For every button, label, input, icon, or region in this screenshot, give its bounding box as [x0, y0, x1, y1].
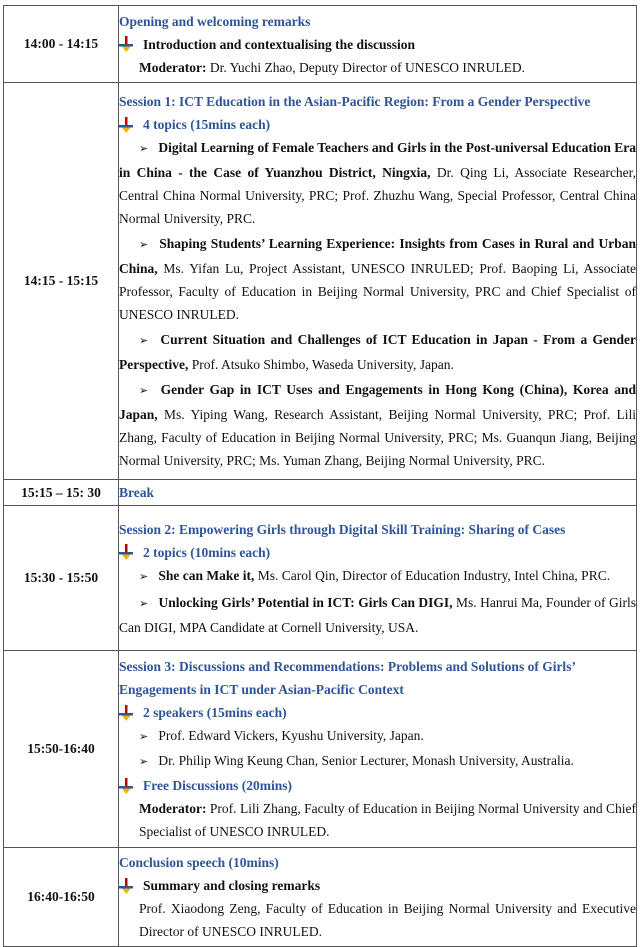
- content-cell: [119, 83, 637, 480]
- topic-speakers: Dr. Qing Li, Associate Researcher, Central China Normal University, PRC; Prof. Zhuzhu Wang, Special Professor, Central China Normal University, PRC.: [119, 165, 637, 226]
- agenda-row-break: [4, 480, 637, 506]
- speaker-item: ➢ Dr. Philip Wing Keung Chan, Senior Lecturer, Monash University, Australia.: [119, 749, 636, 774]
- agenda-row-opening: [4, 6, 637, 83]
- agenda-row-session-1: [4, 83, 637, 480]
- topic-speakers: Prof. Atsuko Shimbo, Waseda University, Japan.: [188, 357, 454, 372]
- topic-title: Gender Gap in ICT Uses and Engagements in Hong Kong (China), Korea and Japan,: [119, 382, 636, 422]
- bullet-arrow-icon: [119, 778, 133, 794]
- topic-paragraph: [119, 328, 636, 376]
- session-title: Conclusion speech (10mins): [119, 855, 279, 870]
- time-cell: 15:30 - 15:50: [4, 506, 119, 651]
- time-cell: 14:00 - 14:15: [4, 6, 119, 83]
- topic-speakers: Ms. Hanrui Ma, Founder of Girls Can DIGI, MPA Candidate at Cornell University, USA.: [119, 594, 637, 635]
- arrow-bullet-icon: ➢: [139, 143, 149, 155]
- bullet-arrow-icon: [119, 544, 133, 560]
- topic-speakers: Ms. Yiping Wang, Research Assistant, Beijing Normal University, PRC; Prof. Lili Zhang, Faculty of Education in Beijing Normal University, PRC; Ms. Guanqun Jiang, Beijing Normal University, PRC; Ms. Yuman Zhang, Beijing Normal University, PRC.: [119, 407, 636, 468]
- arrow-bullet-icon: ➢: [139, 756, 149, 768]
- arrow-bullet-icon: ➢: [139, 597, 149, 610]
- time-cell: 16:40-16:50: [4, 848, 119, 947]
- topic-paragraph: [119, 232, 636, 326]
- topic-title: She can Make it,: [158, 567, 255, 583]
- agenda-row-conclusion: [4, 848, 637, 947]
- moderator-label: Moderator:: [139, 59, 207, 75]
- topic-title: Current Situation and Challenges of ICT Education in Japan - From a Gender Perspective,: [119, 332, 637, 372]
- moderator-line: [119, 797, 636, 843]
- topic-title: Digital Learning of Female Teachers and Girls in the Post-universal Education Era in China - the Case of Yuanzhou District, Ningxia,: [119, 140, 636, 180]
- topic-paragraph: [119, 136, 636, 230]
- bullet-arrow-icon: [119, 705, 133, 721]
- closing-speaker: Prof. Xiaodong Zeng, Faculty of Education in Beijing Normal University and Executive Director of UNESCO INRULED.: [139, 901, 636, 939]
- agenda-row-session-2: [4, 506, 637, 651]
- bullet-item: 2 topics (10mins each): [119, 541, 636, 564]
- moderator-text: Prof. Lili Zhang, Faculty of Education in Beijing Normal University and Chief Specialist of UNESCO INRULED.: [139, 801, 636, 839]
- moderator-text: Dr. Yuchi Zhao, Deputy Director of UNESCO INRULED.: [206, 59, 526, 75]
- session-title: Opening and welcoming remarks: [119, 13, 311, 29]
- arrow-bullet-icon: ➢: [139, 239, 149, 251]
- time-cell: 14:15 - 15:15: [4, 83, 119, 480]
- bullet-arrow-icon: [119, 878, 133, 894]
- bullet-item: Summary and closing remarks: [119, 874, 636, 897]
- topic-speakers: Ms. Yifan Lu, Project Assistant, UNESCO INRULED; Prof. Baoping Li, Associate Professor, Faculty of Education in Beijing Normal University, PRC and Chief Specialist of UNESCO INRULED.: [119, 261, 636, 322]
- moderator-label: Moderator:: [139, 801, 207, 816]
- agenda-table: [3, 5, 637, 947]
- bullet-item: 4 topics (15mins each): [119, 113, 636, 136]
- bullet-item: Introduction and contextualising the discussion: [119, 33, 636, 56]
- content-cell: [119, 6, 637, 83]
- moderator-line: [119, 56, 636, 79]
- arrow-bullet-icon: ➢: [139, 731, 149, 743]
- session-title: Break: [119, 485, 155, 500]
- topic-paragraph: [119, 591, 636, 639]
- speaker-item: ➢ Prof. Edward Vickers, Kyushu University, Japan.: [119, 724, 636, 749]
- topic-title: Unlocking Girls’ Potential in ICT: Girls Can DIGI,: [158, 594, 453, 610]
- bullet-arrow-icon: [119, 36, 133, 52]
- topic-speakers: Ms. Carol Qin, Director of Education Industry, Intel China, PRC.: [254, 567, 611, 583]
- session-title: Session 2: Empowering Girls through Digital Skill Training: Sharing of Cases: [119, 521, 566, 537]
- time-cell: 15:50-16:40: [4, 651, 119, 848]
- agenda-row-session-3: [4, 651, 637, 848]
- content-cell: [119, 651, 637, 848]
- arrow-bullet-icon: ➢: [139, 385, 149, 397]
- topic-title: Shaping Students’ Learning Experience: Insights from Cases in Rural and Urban China,: [119, 236, 637, 276]
- content-cell: [119, 848, 637, 947]
- bullet-item: Free Discussions (20mins): [119, 774, 636, 797]
- arrow-bullet-icon: ➢: [139, 335, 149, 347]
- arrow-bullet-icon: ➢: [139, 570, 149, 583]
- content-cell: [119, 506, 637, 651]
- time-cell: 15:15 – 15: 30: [4, 480, 119, 506]
- content-cell: [119, 480, 637, 506]
- session-title: Session 1: ICT Education in the Asian-Pacific Region: From a Gender Perspective: [119, 94, 591, 109]
- session-title: Session 3: Discussions and Recommendations: Problems and Solutions of Girls’ Engagements in ICT under Asian-Pacific Context: [119, 659, 575, 697]
- bullet-item: 2 speakers (15mins each): [119, 701, 636, 724]
- topic-paragraph: [119, 378, 636, 472]
- topic-paragraph: [119, 564, 636, 589]
- bullet-arrow-icon: [119, 117, 133, 133]
